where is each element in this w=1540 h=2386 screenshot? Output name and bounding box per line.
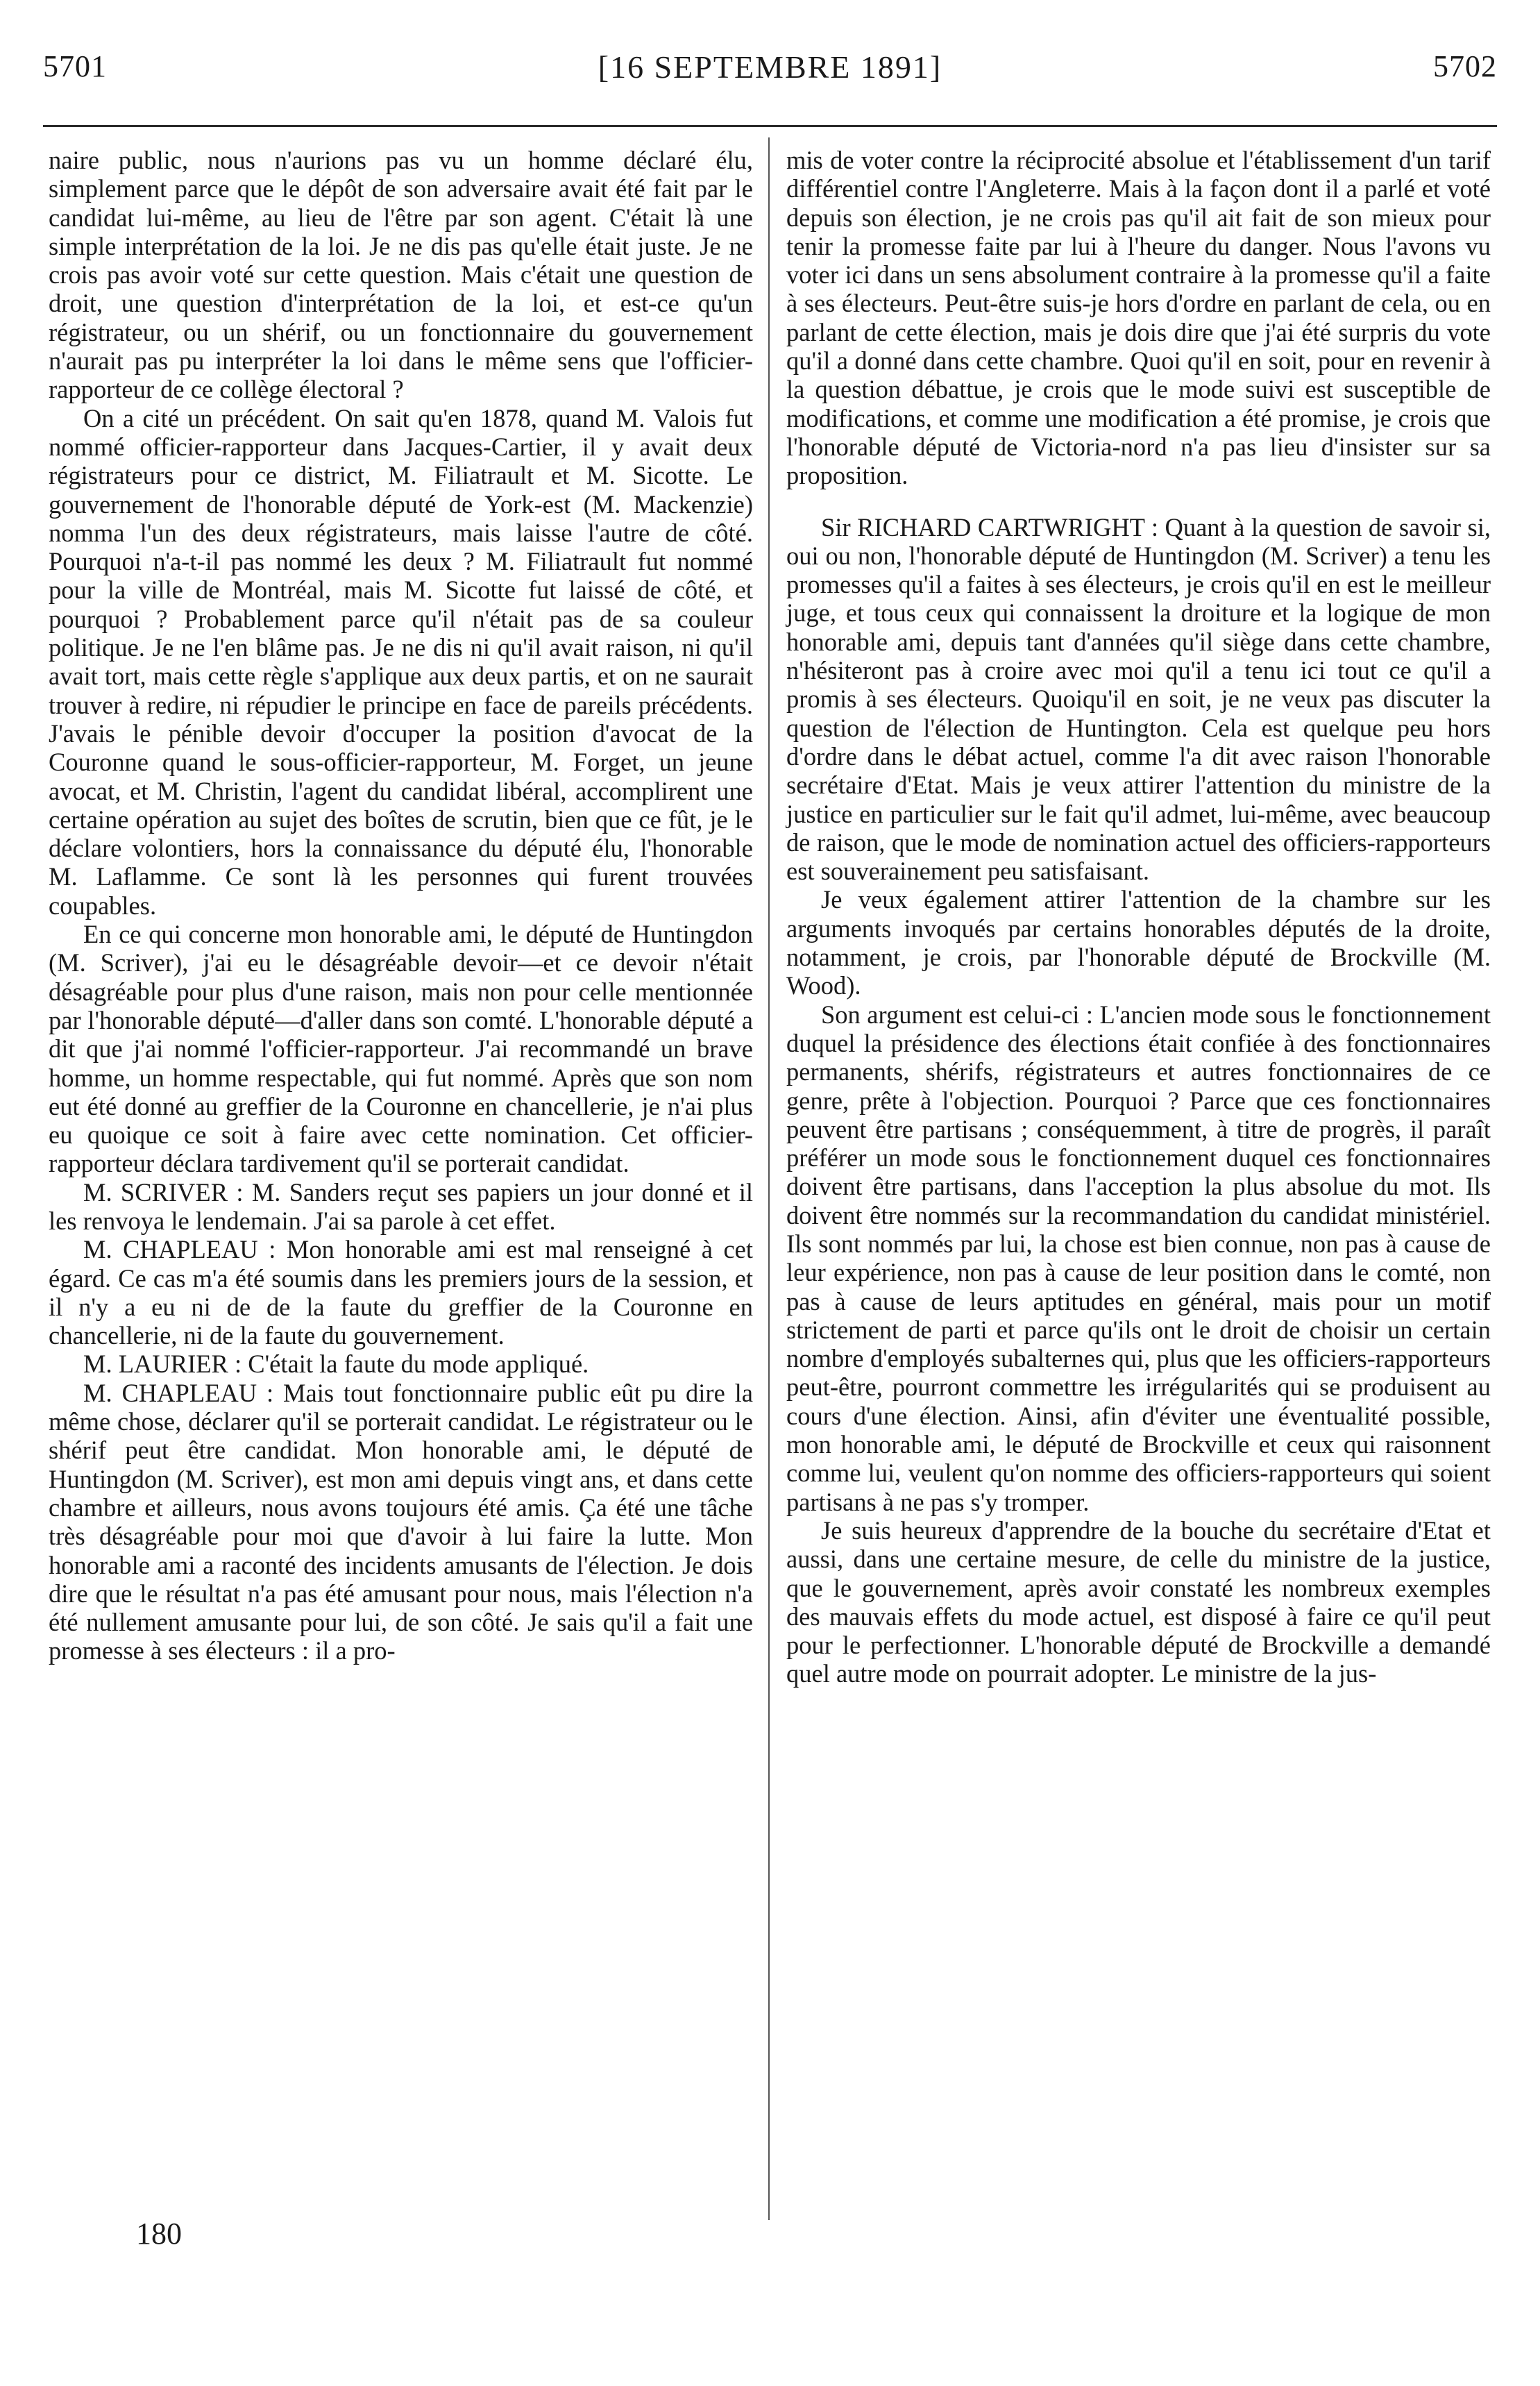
header-rule [43,125,1497,127]
footer-page-number: 180 [136,2217,182,2251]
paragraph: En ce qui concerne mon honorable ami, le député de Huntingdon (M. Scriver), j'ai eu le désagréable devoir—et ce devoir n'était désagréable pour plus d'une raison, mais non pour celle mentionnée par l'honorable député—d'aller dans son comté. L'honorable député a dit que j'ai nommé l'officier-rapporteur. J'ai recommandé un brave homme, un homme respectable, qui fut nommé. Après que son nom eut été donné au greffier de la Couronne en chancellerie, je n'ai plus eu quoique ce soit à faire avec cette nomination. Cet officier-rapporteur déclara tardivement qu'il se porterait candidat. [49,920,753,1178]
paragraph: Son argument est celui-ci : L'ancien mode sous le fonctionnement duquel la présidence des élections était confiée à des fonctionnaires permanents, shérifs, régistrateurs et autres fonctionnaires de ce genre, prête à l'objection. Pourquoi ? Parce que ces fonctionnaires peuvent être partisans ; conséquemment, à titre de progrès, il paraît préférer un mode sous le fonctionnement duquel ces fonctionnaires doivent être partisans, dans l'acception la plus absolue du mot. Ils doivent être nommés sur la recommandation du candidat ministériel. Ils sont nommés par lui, la chose est bien connue, non pas à cause de leur expérience, non pas à cause de leur position dans le comté, non pas à cause de leurs aptitudes en général, mais pour un motif strictement de parti et parce qu'ils ont le droit de choisir un certain nombre d'employés subalternes qui, plus que les officiers-rapporteurs peut-être, pourront commettre les irrégularités qui se produisent au cours d'une élection. Ainsi, afin d'éviter une éventualité possible, mon honorable ami, le député de Brockville et ceux qui raisonnent comme lui, veulent qu'on nomme des officiers-rapporteurs qui soient partisans à ne pas s'y tromper. [786,1000,1491,1516]
session-date: [16 SEPTEMBRE 1891] [598,49,942,85]
paragraph: mis de voter contre la réciprocité absolue et l'établissement d'un tarif différentiel contre l'Angleterre. Mais à la façon dont il a parlé et voté depuis son élection, je ne crois pas qu'il ait fait de son mieux pour tenir la promesse faite par lui à l'heure du danger. Nous l'avons vu voter ici dans un sens absolument contraire à la promesse qu'il a faite à ses électeurs. Peut-être suis-je hors d'ordre en parlant de cela, ou en parlant de cette élection, mais je dois dire que j'ai été surpris du vote qu'il a donné dans cette chambre. Quoi qu'il en soit, pour en revenir à la question débattue, je crois que le mode suivi est susceptible de modifications, et comme une modification a été promise, je crois que l'honorable député de Victoria-nord n'a pas lieu d'insister sur sa proposition. [786,146,1491,490]
speech-chapleau: M. CHAPLEAU : Mais tout fonctionnaire public eût pu dire la même chose, déclarer qu'il se porterait candidat. Le régistrateur ou le shérif peut être candidat. Mon honorable ami, le député de Huntingdon (M. Scriver), est mon ami depuis vingt ans, et dans cette chambre et ailleurs, nous avons toujours été amis. Ça été une tâche très désagréable pour moi que d'avoir à lui faire la lutte. Mon honorable ami a raconté des incidents amusants de l'élection. Je dois dire que le résultat n'a pas été amusant pour nous, mais l'élection n'a été nullement amusante pour lui, de son côté. Je sais qu'il a fait une promesse à ses électeurs : il a pro- [49,1378,753,1665]
column-divider [768,137,770,2220]
page-header [0,0,1540,139]
page-number-left: 5701 [43,49,107,83]
paragraph: On a cité un précédent. On sait qu'en 1878, quand M. Valois fut nommé officier-rapporteur dans Jacques-Cartier, il y avait deux régistrateurs pour ce district, M. Filiatrault et M. Sicotte. Le gouvernement de l'honorable député de York-est (M. Mackenzie) nomma l'un des deux régistrateurs, mais laisse l'autre de côté. Pourquoi n'a-t-il pas nommé les deux ? M. Filiatrault fut nommé pour la ville de Montréal, mais M. Sicotte fut laissé de côté, et pourquoi ? Probablement parce qu'il n'était pas de sa couleur politique. Je ne l'en blâme pas. Je ne dis ni qu'il avait raison, ni qu'il avait tort, mais cette règle s'applique aux deux partis, et on ne saurait trouver à redire, ni répudier le principe en face de pareils précédents. J'avais le pénible devoir d'occuper la position d'avocat de la Couronne quand le sous-officier-rapporteur, M. Forget, un jeune avocat, et M. Christin, l'agent du candidat libéral, accomplirent une certaine opération au sujet des boîtes de scrutin, bien que ce fût, je le déclare volontiers, hors la connaissance du député élu, l'honorable M. Laflamme. Ce sont là les personnes qui furent trouvées coupables. [49,403,753,920]
speech-cartwright: Sir RICHARD CARTWRIGHT : Quant à la question de savoir si, oui ou non, l'honorable député de Huntingdon (M. Scriver) a tenu les promesses qu'il a faites à ses électeurs, je crois qu'il en est le meilleur juge, et tous ceux qui connaissent la droiture et la logique de mon honorable ami, depuis tant d'années qu'il siège dans cette chambre, n'hésiteront pas à croire avec moi qu'il a tenu ici tout ce qu'il a promis à ses électeurs. Quoiqu'il en soit, je ne veux pas discuter la question de l'élection de Huntington. Cela est quelque peu hors d'ordre dans le débat actuel, comme l'a dit avec raison l'honorable secrétaire d'Etat. Mais je veux attirer l'attention du ministre de la justice en particulier sur le fait qu'il admet, lui-même, avec beaucoup de raison, que le mode de nomination actuel des officiers-rapporteurs est souverainement peu satisfaisant. [786,512,1491,886]
left-column [49,146,753,1665]
right-column [786,146,1491,1688]
speech-chapleau: M. CHAPLEAU : Mon honorable ami est mal renseigné à cet égard. Ce cas m'a été soumis dans les premiers jours de la session, et il n'y a eu ni de de la faute du greffier de la Couronne en chancellerie, ni de la faute du gouvernement. [49,1235,753,1350]
speech-scriver: M. SCRIVER : M. Sanders reçut ses papiers un jour donné et il les renvoya le lendemain. J'ai sa parole à cet effet. [49,1177,753,1235]
paragraph: naire public, nous n'aurions pas vu un homme déclaré élu, simplement parce que le dépôt de son adversaire avait été fait par le candidat lui-même, au lieu de l'être par son agent. C'était là une simple interprétation de la loi. Je ne dis pas qu'elle était juste. Je ne crois pas avoir voté sur cette question. Mais c'était une question de droit, une question d'interprétation de la loi, et est-ce qu'un régistrateur, ou un shérif, ou un fonctionnaire du gouvernement n'aurait pas pu interpréter la loi dans le même sens que l'officier-rapporteur de ce collège électoral ? [49,146,753,404]
page-number-right: 5702 [1433,49,1497,83]
paragraph: Je suis heureux d'apprendre de la bouche du secrétaire d'Etat et aussi, dans une certaine mesure, de celle du ministre de la justice, que le gouvernement, après avoir constaté les nombreux exemples des mauvais effets du mode actuel, est disposé à faire ce qu'il peut pour le perfectionner. L'honorable député de Brockville a demandé quel autre mode on pourrait adopter. Le ministre de la jus- [786,1515,1491,1688]
speech-laurier: M. LAURIER : C'était la faute du mode appliqué. [83,1350,589,1379]
paragraph: Je veux également attirer l'attention de la chambre sur les arguments invoqués par certains honorables députés de la droite, notamment, je crois, par l'honorable député de Brockville (M. Wood). [786,885,1491,1000]
